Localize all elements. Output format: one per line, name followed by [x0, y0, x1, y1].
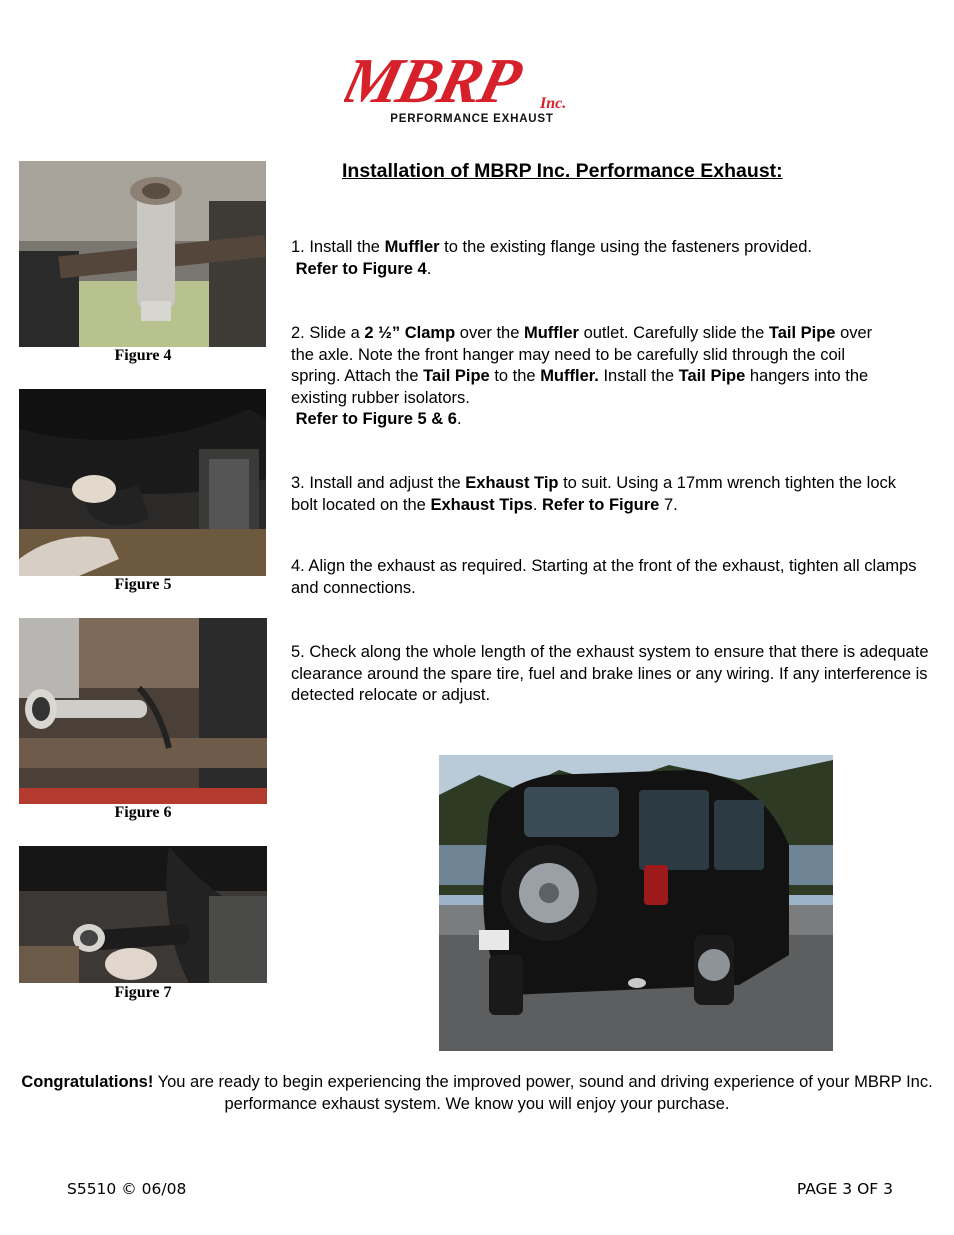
- figure-caption: Figure 7: [114, 984, 172, 1001]
- photo-tailpipe-installation: [19, 389, 266, 576]
- mbrp-wordmark-graphic: [344, 50, 600, 112]
- logo-wordmark: MBRP: [344, 50, 527, 112]
- logo-tagline: PERFORMANCE EXHAUST: [390, 113, 554, 125]
- photo-jeep-rear-view: [439, 755, 833, 1051]
- photo-tailpipe-over-axle: [19, 618, 267, 804]
- mbrp-logo: [344, 50, 600, 128]
- step-1: 1. Install the Muffler to the existing flange using the fasteners provided. Refer to Figure 4.: [291, 238, 812, 278]
- step-4: 4. Align the exhaust as required. Starting at the front of the exhaust, tighten all clamps and connections.: [291, 557, 917, 597]
- photo-exhaust-tip: [19, 846, 267, 983]
- figure-caption: Figure 4: [114, 347, 172, 364]
- page-title: Installation of MBRP Inc. Performance Exhaust:: [342, 160, 783, 182]
- figure-caption: Figure 5: [114, 576, 172, 593]
- step-3: 3. Install and adjust the Exhaust Tip to suit. Using a 17mm wrench tighten the lock bolt located on the Exhaust Tips. Refer to Figure 7.: [291, 474, 896, 514]
- figure-caption: Figure 6: [114, 804, 172, 821]
- step-5: 5. Check along the whole length of the exhaust system to ensure that there is adequate clearance around the spare tire, fuel and brake lines or any wiring. If any interference is detected relocate or adjust.: [291, 643, 929, 704]
- step-2: 2. Slide a 2 ½” Clamp over the Muffler outlet. Carefully slide the Tail Pipe over the axle. Note the front hanger may need to be carefully slid through the coil spring. Attach the Tail Pipe to the Muffler. Install the Tail Pipe hangers into the existing rubber isolators. Refer to Figure 5 & 6.: [291, 324, 873, 428]
- photo-muffler-under-vehicle: [19, 161, 266, 347]
- logo-suffix: Inc.: [540, 95, 567, 112]
- congratulations-message: Congratulations! You are ready to begin experiencing the improved power, sound and driving experience of your MBRP Inc. performance exhaust system. We know you will enjoy your purchase.: [21, 1073, 933, 1113]
- document-code: S5510 © 06/08: [67, 1180, 187, 1198]
- page-number: PAGE 3 OF 3: [796, 1180, 893, 1198]
